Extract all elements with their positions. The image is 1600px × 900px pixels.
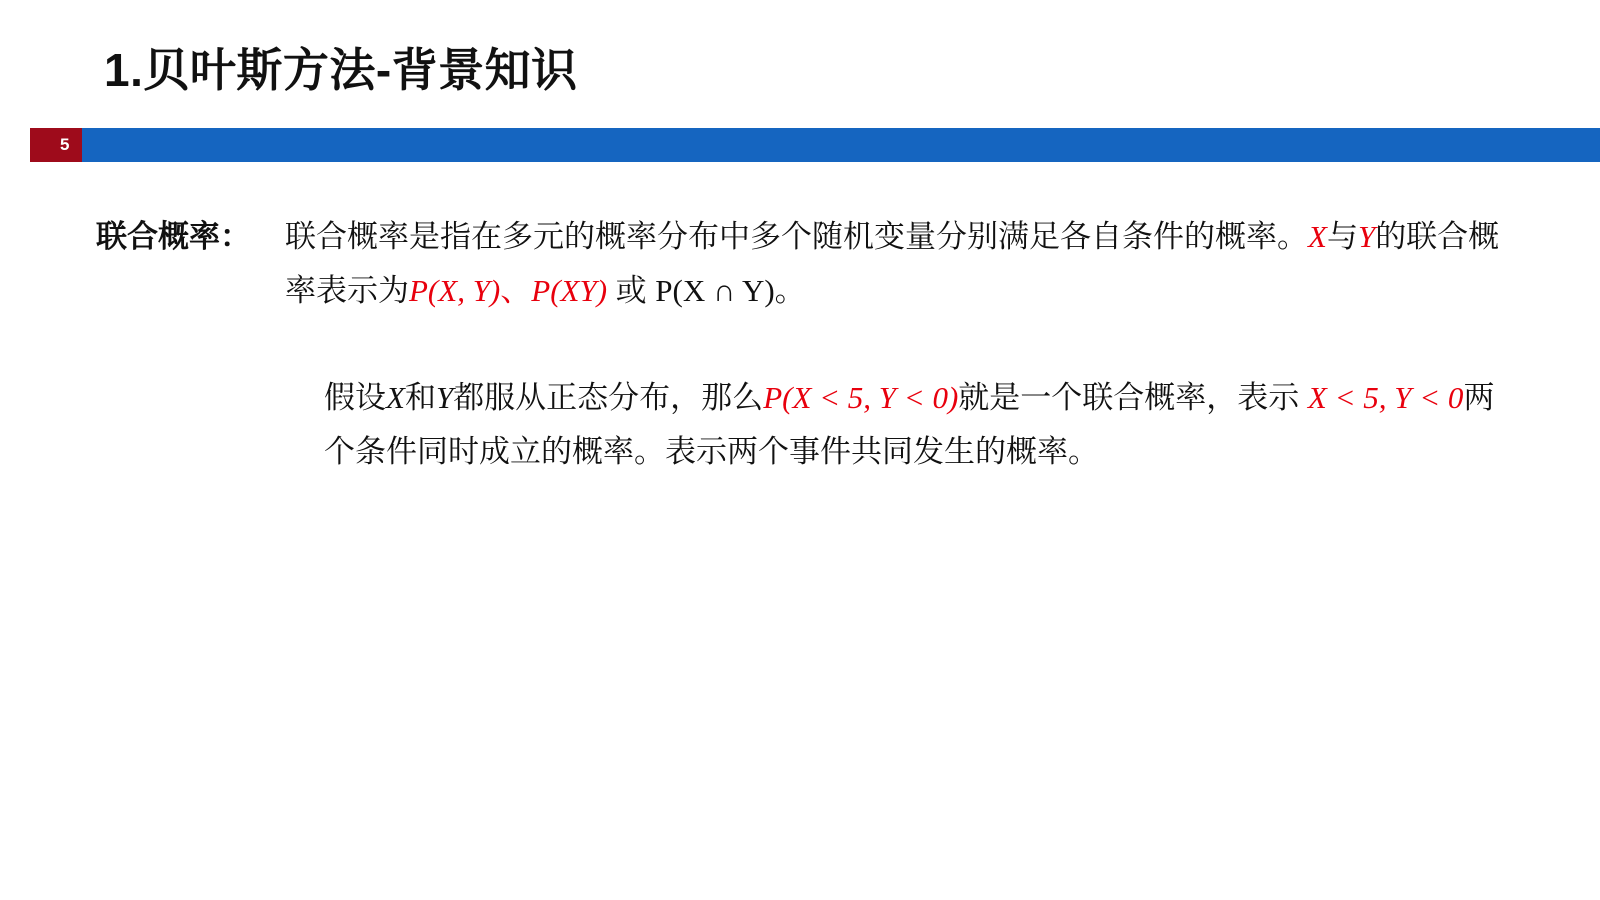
variable-x: X: [1308, 219, 1327, 254]
definition-paragraph: [257, 210, 1516, 319]
page-title: 1.贝叶斯方法-背景知识: [104, 44, 578, 96]
definition-text-mid2: 的联合概率表示为: [285, 219, 1500, 309]
example-variable-y: Y: [435, 379, 454, 415]
definition-row: [96, 210, 1516, 319]
example-expression-2: X < 5, Y < 0: [1307, 379, 1464, 415]
definition-text-mid1: 与: [1326, 219, 1358, 254]
variable-y: Y: [1357, 219, 1376, 254]
joint-prob-expression-1: P(X, Y): [409, 273, 501, 309]
example-text-mid1: 和: [404, 379, 436, 415]
example-variable-x: X: [386, 379, 405, 415]
joint-prob-expression-3: P(X ∩ Y): [655, 273, 775, 309]
definition-text-part1: 联合概率是指在多元的概率分布中多个随机变量分别满足各自条件的概率。: [285, 219, 1308, 254]
header-divider-bar: [30, 128, 1600, 162]
definition-text-end: 。: [774, 273, 806, 309]
blue-rule: [82, 128, 1600, 162]
term-label: 联合概率：: [96, 219, 251, 254]
example-paragraph: [96, 371, 1516, 480]
slide-body: [96, 210, 1516, 479]
example-text-end: 两个条件同时成立的概率。表示两个事件共同发生的概率。: [324, 379, 1495, 469]
joint-prob-expression-2: P(XY): [531, 273, 608, 309]
slide-number-badge: 5: [30, 128, 82, 162]
example-text-mid2: 都服从正态分布，那么: [453, 379, 764, 415]
example-text-part1: 假设: [324, 379, 386, 415]
example-text-mid3: 就是一个联合概率，表示: [958, 379, 1308, 415]
definition-text-mid3: 或: [607, 273, 656, 309]
example-expression-1: P(X < 5, Y < 0): [763, 379, 959, 415]
expression-separator-1: 、: [500, 273, 532, 309]
